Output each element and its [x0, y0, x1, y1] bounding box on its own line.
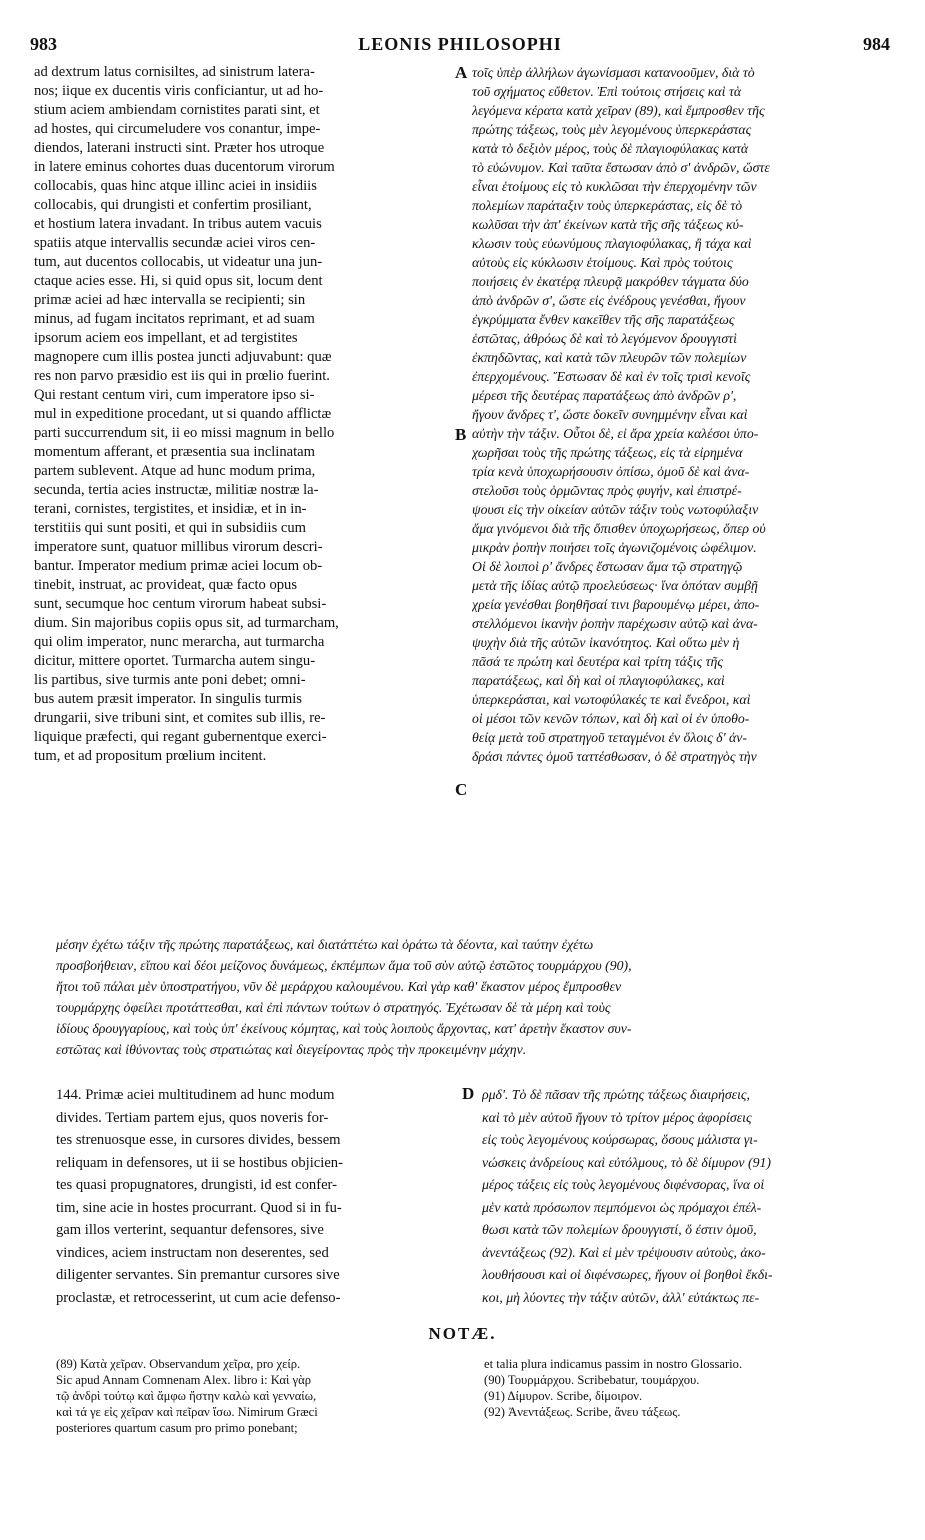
- latin-text-line: parti succurrendum sit, ii eo missi magnum in bello: [34, 425, 335, 441]
- latin-text-line: diligenter servantes. Sin premantur cursores sive: [56, 1267, 340, 1283]
- greek-column: [472, 63, 892, 766]
- latin-text-line: terstitiis qui sunt positi, et qui in subsidiis cum: [34, 520, 307, 536]
- greek-text-line: ἑστῶτας, ἀθρόως δὲ καὶ τὸ λεγόμενον δρουγγιστὶ: [472, 331, 737, 346]
- margin-marker-b: B: [455, 425, 467, 444]
- note-line: τῷ ἀνδρὶ τούτῳ καὶ ἄμφω ἤστην καλὼ καὶ γενναίω,: [56, 1389, 317, 1403]
- latin-text-line: tes strenuosque esse, in cursores divides, bessem: [56, 1132, 341, 1148]
- page-header: [30, 34, 890, 58]
- greek-text-line: ποιήσεις ἐν ἑκατέρᾳ πλευρᾷ μακρόθεν τάγματα δύο: [472, 274, 749, 289]
- latin-text-line: collocabis, quas hinc atque illinc aciei in insidiis: [34, 178, 317, 194]
- latin-text-line: drungarii, sive tribuni sint, et comites sub illis, re-: [34, 710, 326, 726]
- greek-text-line: νώσκεις ἀνδρείους καὶ εὐτόλμους, τὸ δὲ δίμυρον (91): [482, 1154, 771, 1170]
- latin-text-line: magnopere cum illis postea juncti adjuvabunt: quæ: [34, 349, 332, 365]
- latin-text-line: ad hostes, qui circumeludere vos conantur, impe-: [34, 121, 321, 137]
- notes-left-column: [56, 1356, 476, 1436]
- greek-text-line: θωσι κατὰ τῶν πολεμίων δρουγγιστί, ὅ ἐστιν ὁμοῦ,: [482, 1222, 757, 1237]
- greek-text-line: ἤγουν ἄνδρες τ', ὥστε δοκεῖν συνημμένην εἶναι καὶ: [472, 407, 748, 422]
- latin-text-line: liquique præfecti, qui regant gubernentque exerci-: [34, 729, 327, 745]
- running-title: LEONIS PHILOSOPHI: [358, 34, 562, 54]
- greek-text-line: ἀνεντάξεως (92). Καὶ εἰ μὲν τρέψουσιν αὐτοὺς, ἀκο-: [482, 1244, 766, 1260]
- margin-marker-c: C: [455, 780, 468, 799]
- latin-text-line: ipsorum aciem eos impellant, et ad tergistites: [34, 330, 298, 346]
- greek-text-line: τουρμάρχης ὀφείλει προτάττεσθαι, καὶ ἐπὶ πάντων τούτων ὁ στρατηγός. Ἐχέτωσαν δὲ τὰ μέρη καὶ τοὺς: [56, 1000, 611, 1015]
- notes-right-column: [484, 1356, 894, 1420]
- latin-text-line: spatiis atque intervallis secundæ aciei viros cen-: [34, 235, 316, 251]
- greek-text-line: χωρῆσαι τοὺς τῆς πρώτης τάξεως, εἰς τὰ εἰρημένα: [472, 445, 743, 460]
- greek-text-line: πολεμίων παράταξιν τοὺς ὑπερκεράστας, εἰς δὲ τὸ: [472, 198, 743, 213]
- greek-text-line: ἀπὸ ἀνδρῶν σ', ὥστε εἰς ἐνέδρους γενέσθαι, ἤγουν: [472, 293, 746, 308]
- greek-text-line: εἰς τοὺς λεγομένους κούρσωρας, ὅσους μάλιστα γι-: [482, 1132, 758, 1147]
- latin-text-line: mul in expeditione procedant, ut si quando afflictæ: [34, 406, 332, 422]
- greek-text-line: τρία κενὰ ὑποχωρήσουσιν ὀπίσω, ὁμοῦ δὲ καὶ ἀνα-: [472, 464, 750, 479]
- latin-text-line: tim, sine acie in hostes procurrant. Quod si in fu-: [56, 1199, 342, 1216]
- greek-full-width-text: [56, 934, 892, 1060]
- latin-column-section-144: [56, 1084, 454, 1309]
- greek-text-line: κατὰ τὸ δεξιὸν μέρος, τοὺς δὲ πλαγιοφύλακας κατὰ: [472, 141, 749, 156]
- greek-text-line: πᾶσά τε πρώτη καὶ δευτέρα καὶ τρίτη τάξις τῆς: [472, 654, 724, 669]
- greek-text-line: τοῖς ὑπὲρ ἀλλήλων ἀγωνίσμασι κατανοοῦμεν, διὰ τὸ: [472, 65, 755, 80]
- latin-text-line: lis partibus, sive turmis ante poni debet; omni-: [34, 672, 306, 688]
- latin-text-line: tinebit, instruat, ac provideat, quæ facto opus: [34, 577, 298, 593]
- note-line: Sic apud Annam Comnenam Alex. libro i: Καὶ γὰρ: [56, 1373, 311, 1387]
- latin-text-line: et hostium latera invadant. In tribus autem vacuis: [34, 216, 322, 232]
- greek-text-line: προσβοήθειαν, εἴπου καὶ δέοι μείζονος δυνάμεως, ἐκπέμπων ἅμα τοῦ σὺν αὐτῷ ἑστῶτος τουρμάρχου (90),: [56, 958, 632, 973]
- latin-text-line: qui olim imperator, nunc merarcha, aut turmarcha: [34, 634, 325, 650]
- page-number-left: 983: [30, 34, 57, 54]
- latin-text-line: terani, cornistes, tergistites, et insidiæ, et in in-: [34, 501, 307, 517]
- latin-text-line: res non parvo præsidio est iis qui in prœlio fuerint.: [34, 368, 330, 384]
- greek-text-line: ἐγκρύμματα ἔνθεν κακεῖθεν τῆς σῆς παρατάξεως: [472, 312, 735, 327]
- greek-text-line: κλωσιν τοὺς εὐωνύμους πλαγιοφύλακας, ἢ τάχα καὶ: [472, 236, 752, 251]
- greek-text-line: τοῦ σχήματος εὔθετον. Ἐπὶ τούτοις στήσεις καὶ τὰ: [472, 84, 742, 99]
- latin-text-line: imperatore sunt, quatuor millibus virorum descri-: [34, 539, 323, 555]
- greek-text-line: μικρὰν ῥοπὴν ποιήσει τοῖς ἀγωνιζομένοις ὠφέλιμον.: [472, 540, 757, 555]
- note-line: (92) Ἀνεντάξεως. Scribe, ἄνευ τάξεως.: [484, 1405, 681, 1419]
- greek-text-line: λεγόμενα κέρατα κατὰ χεῖραν (89), καὶ ἔμπροσθεν τῆς: [472, 103, 765, 118]
- latin-text-line: nos; iique ex ducentis viris conficiantur, ut ad ho-: [34, 83, 324, 99]
- latin-text-line: secunda, tertia acies instructæ, militiæ nostræ la-: [34, 482, 319, 498]
- latin-text-line: bantur. Imperator medium primæ aciei locum ob-: [34, 558, 323, 574]
- note-line: (91) Δίμυρον. Scribe, δίμοιρον.: [484, 1389, 643, 1403]
- greek-text-line: τὸ εὐώνυμον. Καὶ ταῦτα ἔστωσαν ἀπὸ σ' ἀνδρῶν, ὥστε: [472, 160, 770, 175]
- latin-text-line: in latere eminus cohortes duas ducentorum virorum: [34, 159, 335, 175]
- greek-text-line: μέσην ἐχέτω τάξιν τῆς πρώτης παρατάξεως, καὶ διατάττέτω καὶ ὁράτω τὰ δέοντα, καὶ ταύτην ἐχέτω: [56, 937, 594, 952]
- greek-text-line: μὲν κατὰ πρόσωπον πεμπόμενοι ὡς πρόμαχοι ἐπέλ-: [482, 1199, 762, 1215]
- greek-text-line: ἐκπηδῶντας, καὶ κατὰ τῶν πλευρῶν τῶν πολεμίων: [472, 350, 747, 365]
- latin-text-line: sunt, secumque hoc centum virorum habeat subsi-: [34, 596, 327, 612]
- greek-text-line: ἰδίους δρουγγαρίους, καὶ τοὺς ὑπ' ἐκείνους κόμητας, καὶ τοὺς λοιποὺς ἄρχοντας, κατ' ἀρετὴν ἕκαστον συν-: [56, 1021, 632, 1036]
- greek-text-line: ψυχὴν διὰ τῆς αὐτῶν ἱκανότητος. Καὶ οὕτω μὲν ἡ: [472, 635, 740, 650]
- greek-text-line: Οἱ δὲ λοιποὶ ρ' ἄνδρες ἔστωσαν ἅμα τῷ στρατηγῷ: [472, 559, 743, 574]
- greek-text-line: λουθήσουσι καὶ οἱ διφένσωρες, ἤγουν οἱ βοηθοὶ ἔκδι-: [482, 1267, 773, 1282]
- latin-text-line: Qui restant centum viri, cum imperatore ipso si-: [34, 387, 315, 403]
- latin-text-line: dicitur, mittere oportet. Turmarcha autem singu-: [34, 653, 316, 669]
- greek-text-line: στελλόμενοι ἱκανὴν ῥοπὴν παρέχωσιν αὐτῷ καὶ ἀνα-: [472, 616, 758, 631]
- note-line: posteriores quartum casum pro primo ponebant;: [56, 1421, 298, 1435]
- greek-text-line: οἱ μέσοι τῶν κενῶν τόπων, καὶ δὴ καὶ οἱ ἐν ὑποθο-: [472, 711, 750, 726]
- greek-text-line: δράσι πάντες ὁμοῦ ταττέσθωσαν, ὁ δὲ στρατηγὸς τὴν: [472, 749, 757, 764]
- greek-text-line: κοι, μὴ λύοντες τὴν τάξιν αὐτῶν, ἀλλ' εὐτάκτως πε-: [482, 1289, 760, 1305]
- greek-column-section-144: [482, 1084, 892, 1309]
- greek-text-line: εστῶτας καὶ ἰθύνοντας τοὺς στρατιώτας καὶ διεγείροντας πρὸς τὴν προκειμένην μάχην.: [56, 1042, 527, 1057]
- latin-text-line: tum, aut ducentos collocabis, ut videatur una jun-: [34, 254, 323, 270]
- note-line: et talia plura indicamus passim in nostro Glossario.: [484, 1357, 743, 1371]
- latin-text-line: dium. Sin majoribus copiis opus sit, ad turmarcham,: [34, 615, 339, 631]
- greek-text-line: αὐτοὺς εἰς κύκλωσιν ἑτοίμους. Καὶ πρὸς τούτοις: [472, 255, 733, 270]
- greek-text-line: πρώτης τάξεως, τοὺς μὲν λεγομένους ὑπερκεράστας: [472, 122, 752, 137]
- greek-text-line: εἶναι ἑτοίμους εἰς τὸ κυκλῶσαι τὴν ἐπερχομένην τῶν: [472, 179, 757, 194]
- margin-marker-d: D: [462, 1084, 475, 1103]
- greek-text-line: θείᾳ μετὰ τοῦ στρατηγοῦ τεταγμένοι ἐν ὅλοις δ' ἀν-: [472, 730, 747, 745]
- greek-text-line: καὶ τὸ μὲν αὐτοῦ ἤγουν τὸ τρίτον μέρος ἀφορίσεις: [482, 1109, 752, 1125]
- latin-column: [34, 63, 452, 766]
- greek-text-line: ψουσι εἰς τὴν οἰκείαν αὐτῶν τάξιν τοὺς νωτοφύλαξιν: [472, 502, 759, 517]
- greek-text-line: ὑπερκεράσται, καὶ νωτοφύλακές τε καὶ ἔνεδροι, καὶ: [472, 692, 751, 707]
- latin-text-line: ad dextrum latus cornisiltes, ad sinistrum latera-: [34, 64, 315, 80]
- note-line: καὶ τά γε εἰς χεῖραν καὶ πεῖραν ἴσω. Nimirum Græci: [56, 1405, 318, 1419]
- latin-text-line: reliquam in defensores, ut ii se hostibus objicien-: [56, 1154, 343, 1171]
- greek-text-line: αὐτὴν τὴν τάξιν. Οὗτοι δὲ, εἰ ἄρα χρεία καλέσοι ὑπο-: [472, 426, 759, 441]
- latin-text-line: tum, et ad propositum prœlium incitent.: [34, 748, 267, 764]
- notes-heading: NOTÆ.: [428, 1324, 497, 1343]
- latin-text-line: 144. Primæ aciei multitudinem ad hunc modum: [56, 1087, 335, 1103]
- latin-text-line: tes quasi propugnatores, drungisti, id est confer-: [56, 1177, 337, 1193]
- latin-text-line: stium aciem ambiendam cornistites parati sint, et: [34, 102, 320, 118]
- greek-text-line: στελοῦσι τοὺς ὁρμῶντας πρὸς φυγήν, καὶ ἐπιστρέ-: [472, 483, 742, 498]
- greek-text-line: χρεία γενέσθαι βοηθῆσαί τινι βαρουμένῳ μέρει, ἀπο-: [472, 597, 760, 612]
- latin-text-line: partem sublevent. Atque ad hunc modum prima,: [34, 463, 316, 479]
- latin-text-line: vindices, aciem instructam non deserentes, sed: [56, 1244, 329, 1261]
- latin-text-line: primæ aciei ad hæc intervalla se recipienti; sin: [34, 292, 306, 308]
- greek-text-line: κωλῦσαι τὴν ἀπ' ἐκείνων κατὰ τῆς σῆς τάξεως κύ-: [472, 217, 744, 232]
- latin-text-line: gam illos verterint, sequantur defensores, sive: [56, 1222, 324, 1238]
- latin-text-line: diendos, laterani instructi sint. Præter hos utroque: [34, 140, 325, 156]
- greek-text-line: ρμδ'. Τὸ δὲ πᾶσαν τῆς πρώτης τάξεως διαιρήσεις,: [482, 1087, 750, 1102]
- page-number-right: 984: [863, 34, 890, 54]
- latin-text-line: bus autem præsit imperator. In singulis turmis: [34, 691, 302, 707]
- greek-text-line: μέρεσι τῆς δευτέρας παρατάξεως ἀπὸ ἀνδρῶν ρ',: [472, 388, 737, 403]
- greek-text-line: ἅμα γινόμενοι διὰ τῆς ὄπισθεν ὑποχωρήσεως, ὅπερ οὐ: [472, 521, 766, 536]
- note-line: (89) Κατὰ χεῖραν. Observandum χεῖρα, pro χείρ.: [56, 1357, 301, 1371]
- latin-text-line: ctaque acies esse. Hi, si quid opus sit, locum dent: [34, 273, 323, 289]
- latin-text-line: divides. Tertiam partem ejus, quos noveris for-: [56, 1109, 329, 1126]
- greek-text-line: μετὰ τῆς ἰδίας αὐτῷ προελεύσεως· ἵνα ὁπόταν συμβῇ: [472, 578, 758, 593]
- latin-text-line: minus, ad fugam incitatos reprimant, et ad suam: [34, 311, 315, 327]
- greek-text-line: μέρος τάξεις εἰς τοὺς λεγομένους διφένσορας, ἵνα οἱ: [482, 1177, 765, 1192]
- note-line: (90) Τουρμάρχου. Scribebatur, τουμάρχου.: [484, 1373, 700, 1387]
- margin-marker-a: A: [455, 63, 468, 82]
- greek-text-line: παρατάξεως, καὶ δὴ καὶ οἱ πλαγιοφύλακες, καὶ: [472, 673, 725, 688]
- latin-text-line: collocabis, qui drungisti et confertim prosiliant,: [34, 197, 312, 213]
- latin-text-line: proclastæ, et retrocesserint, ut cum acie defenso-: [56, 1289, 341, 1306]
- greek-text-line: ἤτοι τοῦ πάλαι μὲν ὑποστρατήγου, νῦν δὲ μεράρχου καλουμένου. Καὶ γὰρ καθ' ἕκαστον μέρος ἔμπροσθεν: [56, 979, 622, 994]
- greek-text-line: ἐπερχομένους. Ἔστωσαν δὲ καὶ ἐν τοῖς τρισὶ κενοῖς: [472, 369, 751, 384]
- latin-text-line: momentum afferant, et præsentia sua inclinatam: [34, 444, 315, 460]
